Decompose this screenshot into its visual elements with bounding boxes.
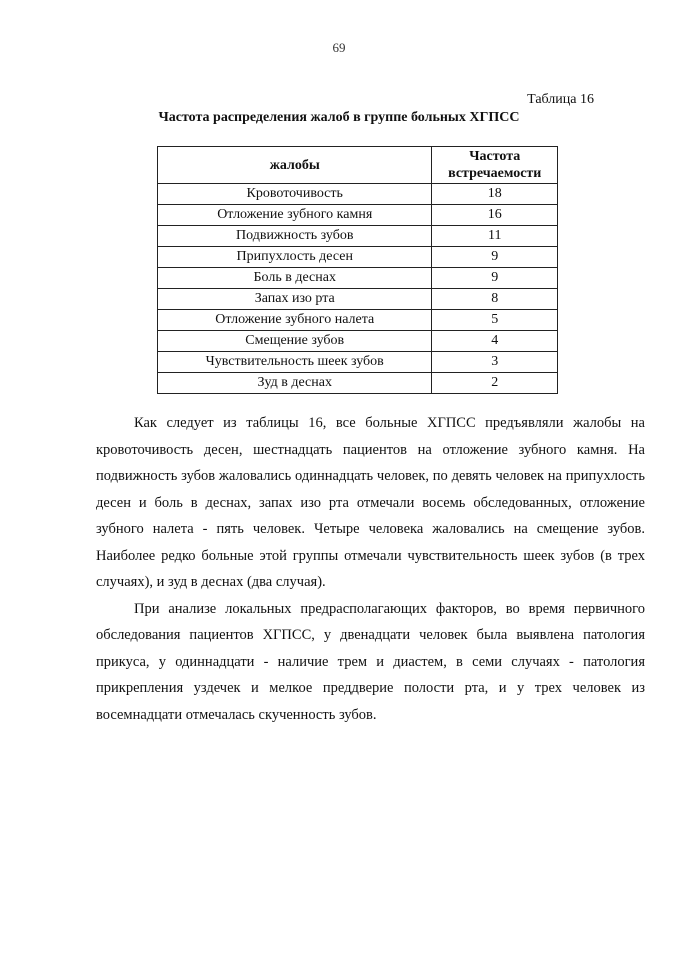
table-row xyxy=(158,268,558,289)
table-row xyxy=(158,289,558,310)
table-row xyxy=(158,310,558,331)
cell-complaint: Запах изо рта xyxy=(158,289,432,310)
table-row xyxy=(158,184,558,205)
cell-complaint: Боль в деснах xyxy=(158,268,432,289)
table-row xyxy=(158,226,558,247)
cell-complaint: Подвижность зубов xyxy=(158,226,432,247)
table-row xyxy=(158,352,558,373)
paragraph: При анализе локальных предрасполагающих факторов, во время первичного обследования пациентов ХГПСС, у двенадцати человек была выявлена патология прикуса, у одиннадцати - наличие трем и диастем, в семи случаях - патология прикрепления уздечек и мелкое преддверие полости рта, и у трех человек из восемнадцати отмечалась скученность зубов. xyxy=(96,600,645,723)
page-number: 69 xyxy=(332,40,346,55)
cell-frequency: 2 xyxy=(432,373,558,394)
cell-complaint: Отложение зубного камня xyxy=(158,205,432,226)
cell-complaint: Кровоточивость xyxy=(158,184,432,205)
cell-complaint: Припухлость десен xyxy=(158,247,432,268)
body-text xyxy=(96,410,645,728)
table-row xyxy=(158,373,558,394)
cell-frequency: 11 xyxy=(432,226,558,247)
cell-complaint: Чувствительность шеек зубов xyxy=(158,352,432,373)
cell-complaint: Смещение зубов xyxy=(158,331,432,352)
table-title: Частота распределения жалоб в группе больных ХГПСС xyxy=(158,110,520,125)
header-frequency: Частота встречаемости xyxy=(432,147,558,184)
cell-frequency: 9 xyxy=(432,268,558,289)
table-caption: Таблица 16 xyxy=(527,92,594,107)
table-header-row xyxy=(158,147,558,184)
table-row xyxy=(158,331,558,352)
cell-frequency: 18 xyxy=(432,184,558,205)
cell-complaint: Отложение зубного налета xyxy=(158,310,432,331)
cell-frequency: 3 xyxy=(432,352,558,373)
table-row xyxy=(158,247,558,268)
cell-frequency: 4 xyxy=(432,331,558,352)
header-complaint: жалобы xyxy=(158,147,432,184)
cell-frequency: 16 xyxy=(432,205,558,226)
cell-frequency: 5 xyxy=(432,310,558,331)
paragraph: Как следует из таблицы 16, все больные ХГПСС предъявляли жалобы на кровоточивость десен, шестнадцать пациентов на отложение зубного камня. На подвижность зубов жаловались одиннадцать человек, по девять человек на припухлость десен и боль в деснах, запах изо рта отмечали восемь обследованных, отложение зубного налета - пять человек. Четыре человека жаловались на смещение зубов. Наиболее редко больные этой группы отмечали чувствительность шеек зубов (в трех случаях), и зуд в деснах (два случая). xyxy=(96,415,645,590)
cell-complaint: Зуд в деснах xyxy=(158,373,432,394)
cell-frequency: 8 xyxy=(432,289,558,310)
table-row xyxy=(158,205,558,226)
cell-frequency: 9 xyxy=(432,247,558,268)
complaints-table xyxy=(157,146,558,394)
